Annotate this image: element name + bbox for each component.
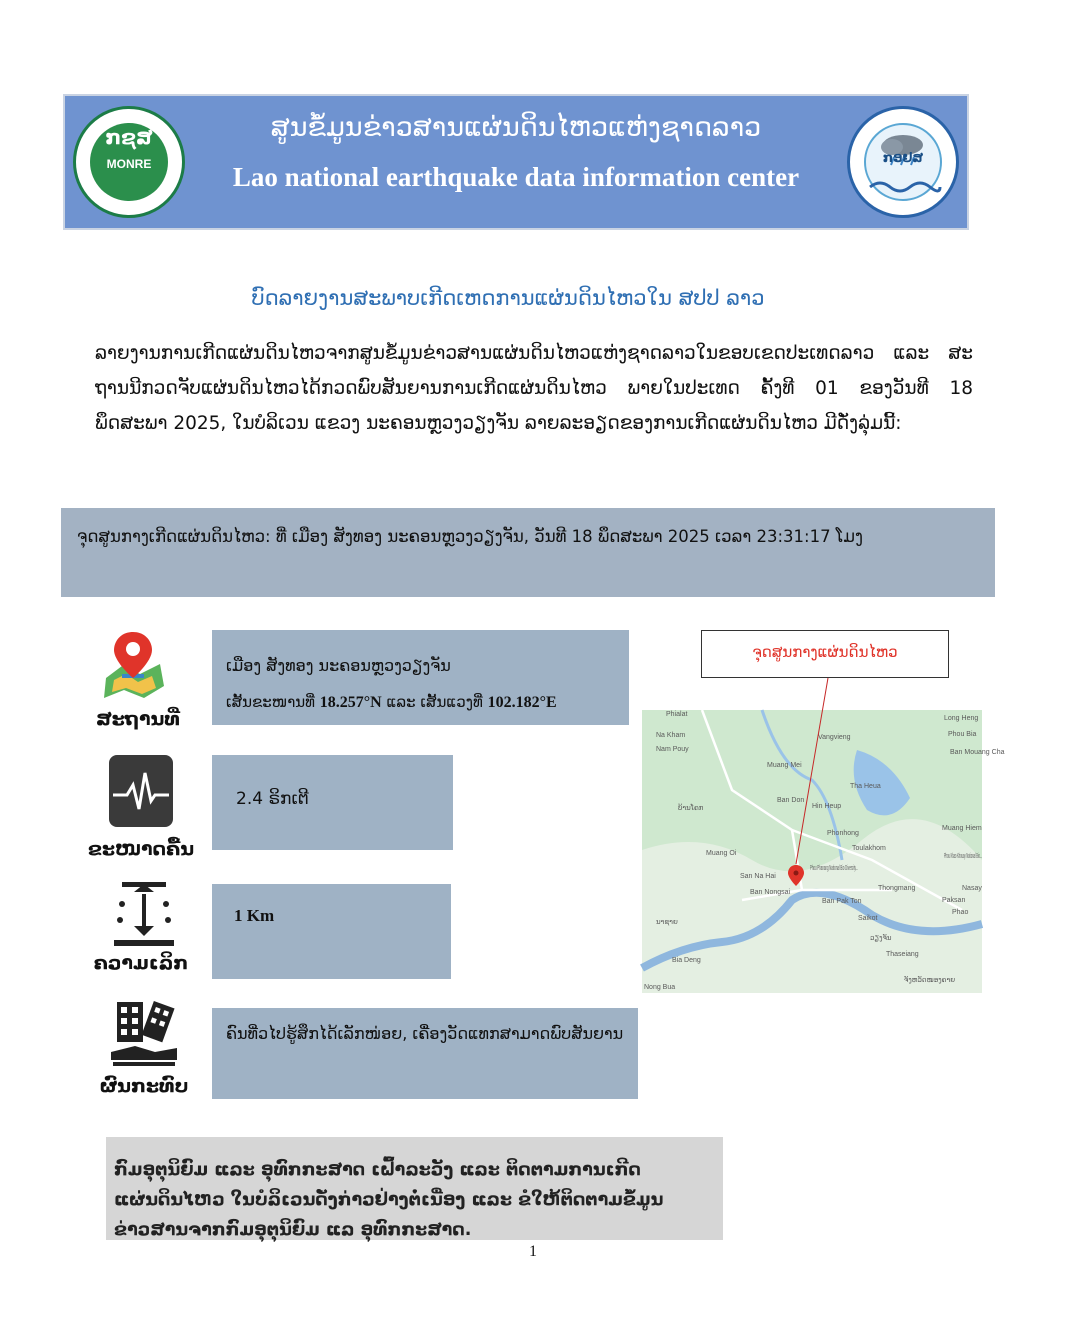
location-district: ເມືອງ ສັງທອງ ນະຄອນຫຼວງວຽງຈັນ [226,656,451,675]
impact-label: ຜົນກະທົບ [99,1075,189,1097]
magnitude-value: 2.4 ຣິກເຕີ [236,789,309,809]
map-place: Long Heng [944,715,979,722]
map-place: Saikot [858,915,878,922]
map-place: Phonhong [827,830,859,837]
map-place: Ban Pak Ton [822,898,862,905]
map-place: Toulakhom [852,845,886,852]
epicenter-label-box [701,630,949,678]
map-place: Muang Mei [767,762,802,769]
map-place: Hin Heup [812,803,842,810]
seismograph-icon [109,755,173,831]
magnitude-label: ຂະໜາດຄື້ນ [87,838,195,860]
map-place: Nong Bua [644,984,676,991]
map-place: Thaseiang [886,951,919,958]
map-place: ຈັງຫວັດໜອງຄາຍ [904,977,956,984]
latitude-value: 18.257°N [319,694,382,711]
depth-icon [114,882,174,952]
impact-value: ຄົນທີ່ວໄປຮູ້ສຶກໄດ້ເລັກໜ່ອຍ, ເຄື່ອງວັດແທກສາມາດພົບສັນຍານ [226,1024,624,1043]
map-place: Na Kham [656,732,686,739]
map-place: Nam Pouy [656,746,689,753]
report-title: ບົດລາຍງານສະພາບເກີດເຫດການແຜ່ນດິນໄຫວໃນ ສປປ ລາວ [251,286,765,310]
map-place: Thongmang [878,885,916,892]
map-place: Phou Khao Khouay National Bio... [944,853,983,860]
wave-icon [866,179,940,199]
notice-text: ກົມອຸຕຸນິຍົມ ແລະ ອຸທົກກະສາດ ເຝົ້າລະວັງ ແລະ ຕິດຕາມການເກີດແຜ່ນດິນໄຫວ ໃນບໍລິເວນດັ່ງກ່າວຢ່າງຕໍ່ເນື່ອງ ແລະ ຂໍໃຫ້ຕິດຕາມຂໍ້ມູນຂ່າວສານຈາກກົມອຸຕຸນິຍົມ ແລ ອຸທົກກະສາດ. [114,1160,664,1240]
magnitude-box [212,755,453,850]
depth-label: ຄວາມເລິກ [93,952,189,974]
impact-box [212,1008,638,1099]
location-coordinates [226,693,557,712]
epicenter-pointer-line [780,676,840,866]
map-place: Ban Don [777,797,805,804]
lat-prefix: ເສັ້ນຂະໜານທີ່ [226,693,320,711]
map-place: Nasay [962,885,982,892]
map-place: Vangvieng [818,734,851,741]
map-place: Phao [952,909,969,916]
epicenter-summary-strip [61,508,995,597]
map-place: Ban Mouang Cha [950,749,1005,756]
epicenter-label: ຈຸດສູນກາງແຜ່ນດິນໄຫວ [752,643,898,661]
map-place: Phou Phanang National Bio Diversity... [810,865,859,872]
monre-logo-sub: MONRE [106,157,152,171]
location-icon [100,628,166,708]
header-title-en: Lao national earthquake data information center [232,162,800,192]
building-damage-icon [111,998,177,1072]
longitude-value: 102.182°E [487,694,557,711]
map-place: Phialat [666,711,688,718]
location-box [212,630,629,725]
map-place: ວຽງຈັນ [870,935,892,942]
lon-prefix: ແລະ ເສັ້ນແວງທີ່ [381,693,488,711]
page-number: 1 [529,1243,537,1260]
depth-value: 1 Km [234,906,275,925]
epicenter-summary-text: ຈຸດສູນກາງເກີດແຜ່ນດິນໄຫວ: ທີ່ ເມືອງ ສັງທອງ ນະຄອນຫຼວງວຽງຈັນ, ວັນທີ 18 ພຶດສະພາ 2025 ເວລາ 23:31:17 ໂມງ [77,527,863,546]
dmh-logo [847,106,959,218]
location-label: ສະຖານທີ່ [95,708,180,730]
map-place: San Na Hai [740,873,776,880]
map-place: Bia Deng [672,957,701,964]
dmh-logo-main: ກອຢສ [882,151,924,166]
header-title-lao: ສູນຂໍ້ມູນຂ່າວສານແຜ່ນດິນໄຫວແຫ່ງຊາດລາວ [270,112,762,143]
header-banner [63,94,969,230]
map-place: Muang Hiem [942,825,982,832]
intro-paragraph: ລາຍງານການເກີດແຜ່ນດິນໄຫວຈາກສູນຂໍ້ມູນຂ່າວສານແຜ່ນດິນໄຫວແຫ່ງຊາດລາວໃນຂອບເຂດປະເທດລາວ ແລະ ສະຖານນີກວດຈັບແຜ່ນດິນໄຫວໄດ້ກວດພົບສັນຍານການເກີດແຜ່ນດິນໄຫວ ພາຍໃນປະເທດ ຄັ້ງທີ 01 ຂອງວັນທີ 18 ພຶດສະພາ 2025, ໃນບໍລິເວນ ແຂວງ ນະຄອນຫຼວງວຽງຈັນ ລາຍລະອຽດຂອງການເກີດແຜ່ນດິນໄຫວ ມີດັ່ງລຸ່ມນີ້: [95,343,973,434]
map-place: Paksan [942,897,966,904]
map-place: Phou Bia [948,731,977,738]
map-place: ນາຊາຍ [656,919,678,926]
monre-logo-main: ກຊສ [105,125,153,149]
map-place: Muang Oi [706,850,737,857]
map-place: Ban Nongsai [750,889,791,896]
map-place: ບ້ານໂຄກ [678,805,704,812]
notice-box [106,1137,723,1240]
map-place: Tha Heua [850,783,881,790]
depth-box [212,884,451,979]
